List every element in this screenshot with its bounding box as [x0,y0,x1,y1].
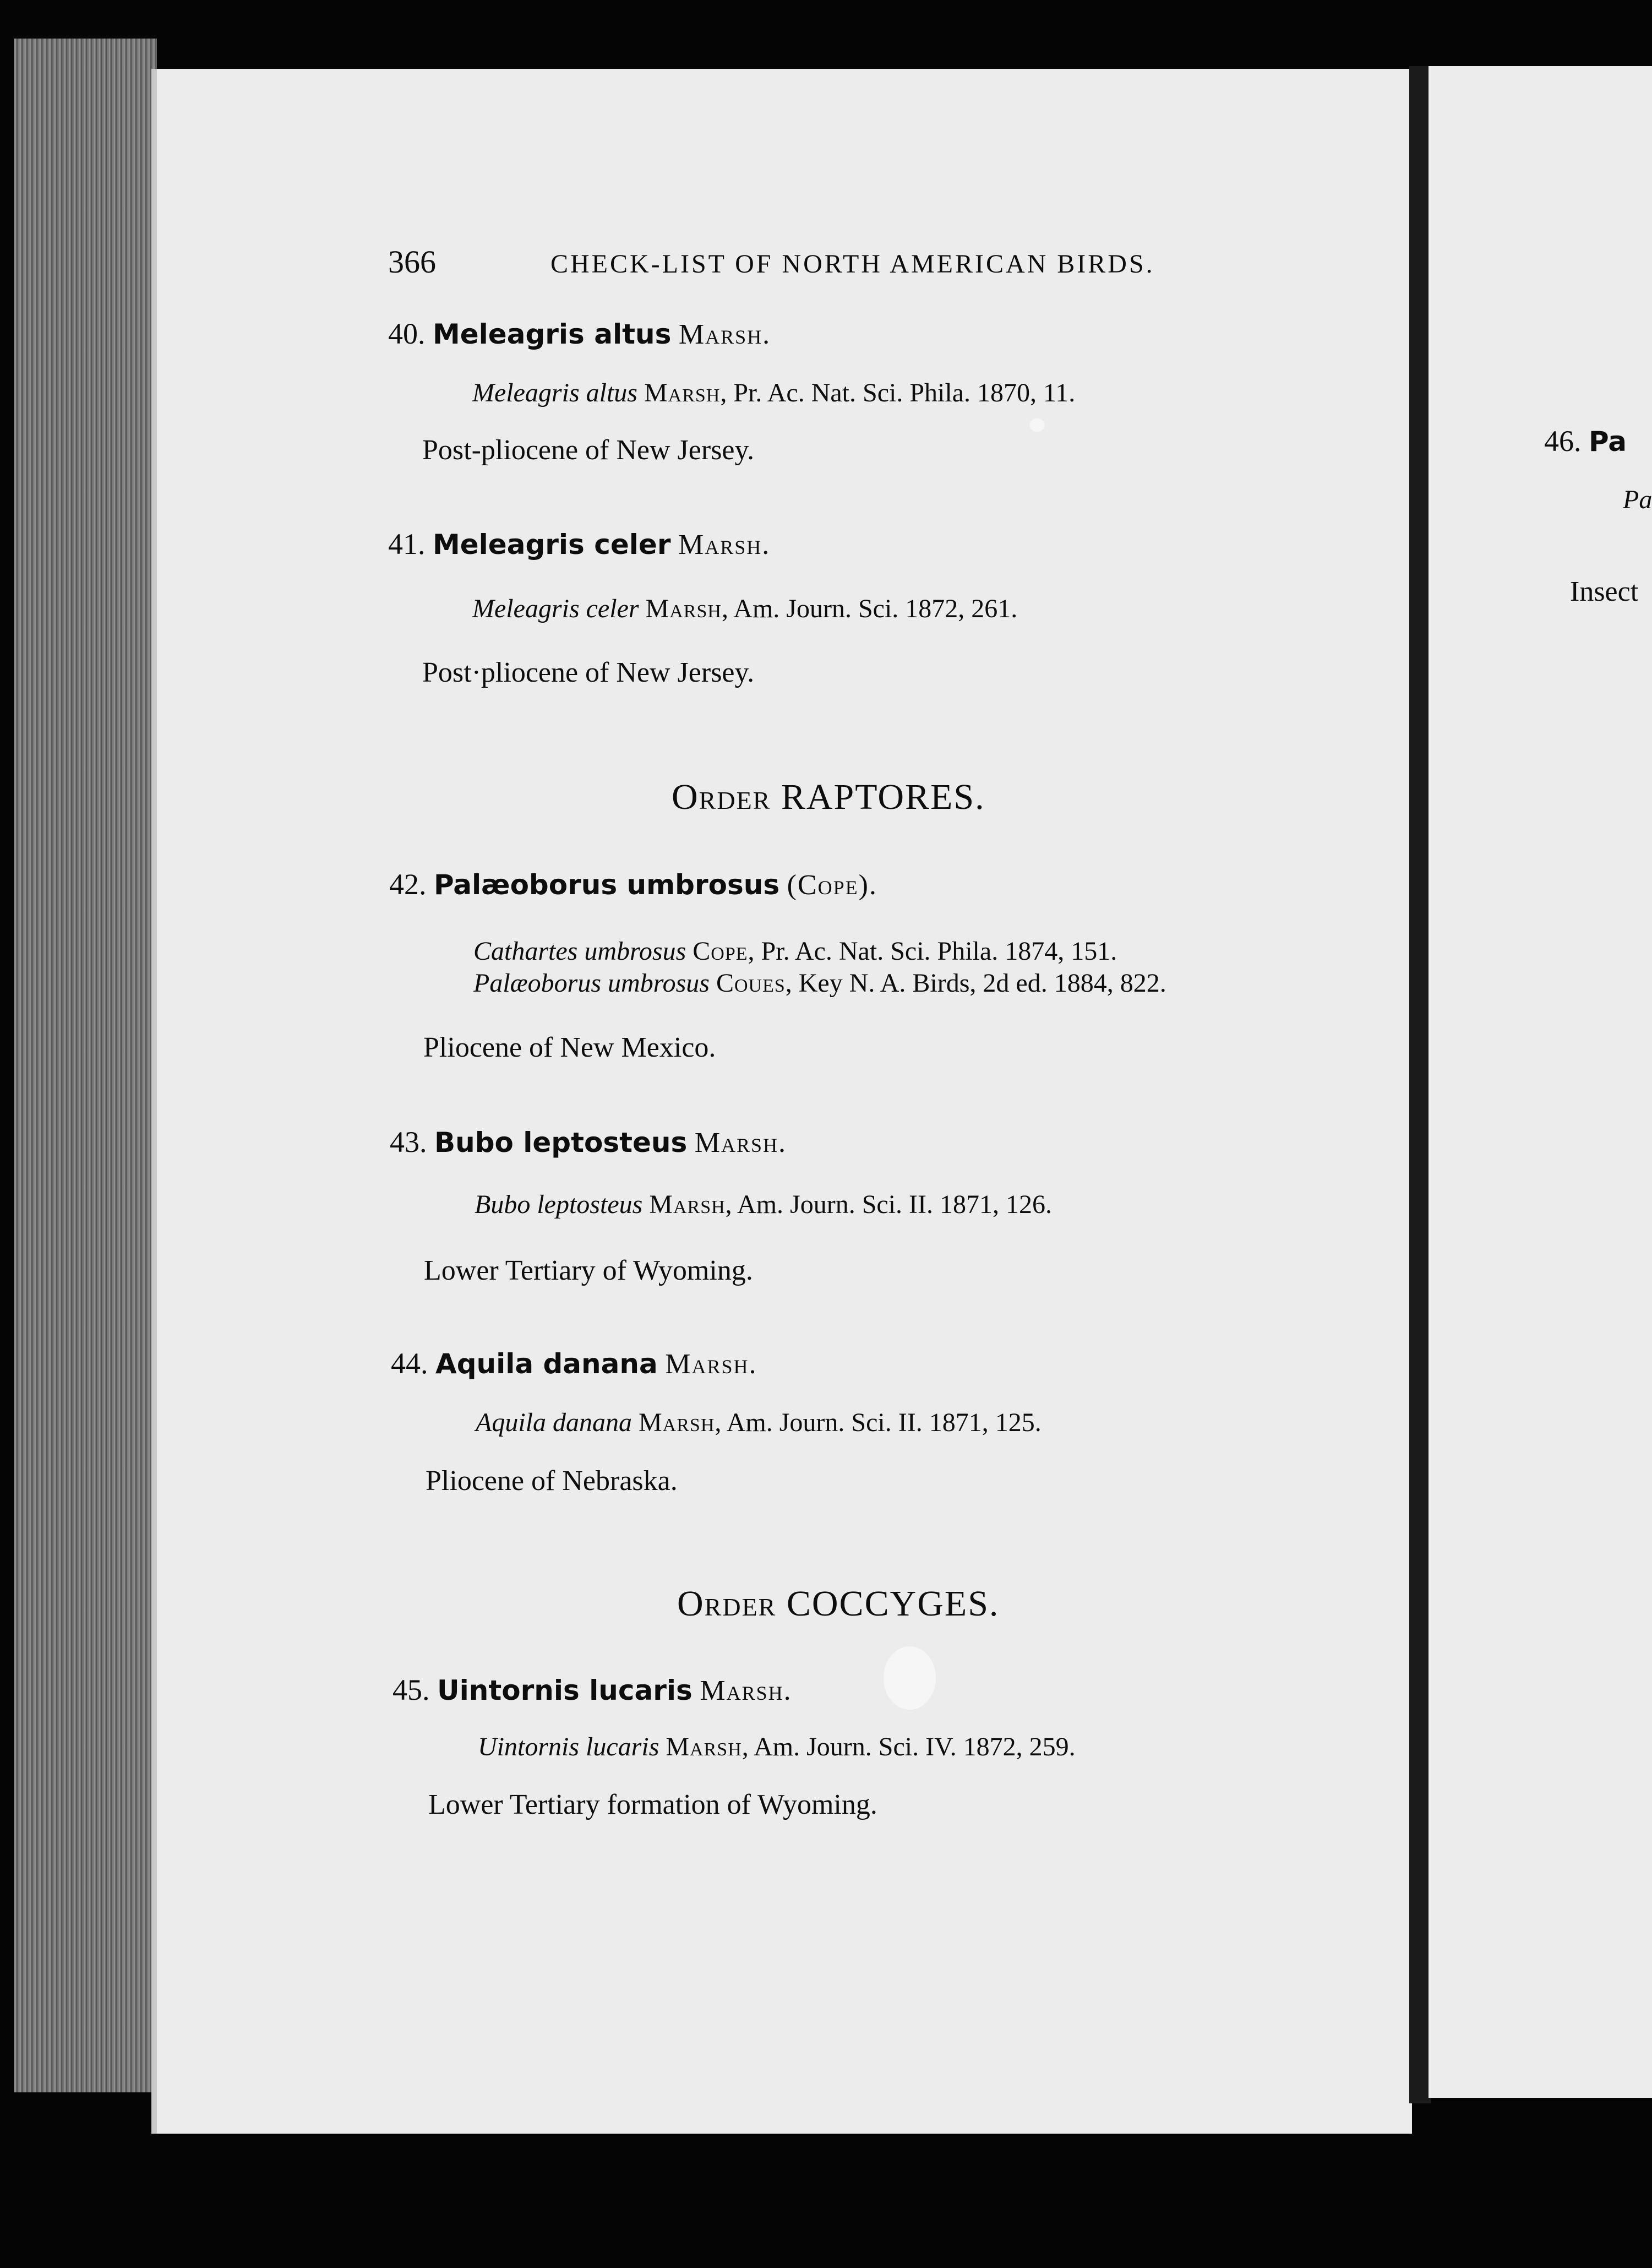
entry-number: 43. [390,1125,427,1159]
entry-heading [388,527,770,561]
entry-heading [390,1125,787,1159]
ref-name: Uintornis lucaris [478,1732,659,1761]
order-name: COCCYGES. [786,1584,1000,1624]
species-name: Palæoborus umbrosus [434,869,780,901]
ref-citation: , Key N. A. Birds, 2d ed. 1884, 822. [785,969,1166,998]
species-name: Meleagris celer [433,529,671,561]
book-gutter [1409,66,1431,2103]
right-page [1429,66,1652,2098]
locality: Post·pliocene of New Jersey. [422,657,755,688]
ref-author: Marsh [666,1732,742,1761]
ref-citation: , Pr. Ac. Nat. Sci. Phila. 1870, 11. [720,378,1076,407]
locality: Pliocene of Nebraska. [426,1465,678,1497]
ref-citation: , Pr. Ac. Nat. Sci. Phila. 1874, 151. [748,937,1117,966]
species-author: Marsh. [678,529,771,561]
ref-name: Palæoborus umbrosus [473,969,710,998]
scan-speck [1029,418,1045,432]
locality: Post-pliocene of New Jersey. [422,434,755,466]
ref-name: Bubo leptosteus [475,1190,643,1219]
ref-author: Marsh [649,1190,726,1219]
ref-author: Coues [716,969,786,998]
synonymy-reference [472,594,1017,624]
book-page-edges [14,39,157,2092]
ref-citation: , Am. Journ. Sci. II. 1871, 125. [715,1408,1042,1437]
ref-author: Cope [693,937,748,966]
locality: Pliocene of New Mexico. [423,1032,716,1063]
ref-author: Marsh [639,1408,715,1437]
entry-number: 44. [391,1347,428,1380]
locality: Lower Tertiary formation of Wyoming. [428,1789,877,1820]
right-entry-number: 46. [1544,425,1582,458]
species-name: Bubo leptosteus [434,1127,688,1159]
synonymy-reference [473,936,1117,966]
ref-name: Aquila danana [476,1408,632,1437]
species-author: Marsh. [694,1127,787,1159]
species-author: Marsh. [678,319,771,350]
right-species-fragment: Pa [1589,426,1627,458]
synonymy-reference [478,1732,1076,1762]
species-author: Marsh. [700,1675,792,1706]
entry-heading [391,1346,757,1380]
right-page-locality-fragment: Insect [1570,576,1639,607]
ref-citation: , Am. Journ. Sci. II. 1871, 126. [725,1190,1052,1219]
ref-name: Meleagris celer [472,594,639,623]
entry-heading [388,317,771,351]
synonymy-reference [475,1189,1052,1220]
order-name: RAPTORES. [781,777,985,817]
scan-speck [884,1646,936,1710]
ref-name: Cathartes umbrosus [473,937,686,966]
species-author: (Cope). [787,869,877,901]
entry-heading [392,1673,792,1707]
synonymy-reference [472,378,1075,408]
ref-author: Marsh [645,594,722,623]
page-number: 366 [388,244,436,280]
order-heading [677,1583,999,1625]
right-ref-fragment: Pa [1623,485,1652,514]
entry-number: 42. [389,868,427,901]
order-heading [672,776,985,818]
running-title: CHECK-LIST OF NORTH AMERICAN BIRDS. [550,249,1155,279]
species-name: Aquila danana [435,1348,658,1380]
entry-number: 45. [392,1673,430,1706]
ref-citation: , Am. Journ. Sci. 1872, 261. [721,594,1018,623]
entry-heading [389,867,877,901]
right-page-entry-heading [1544,424,1627,458]
order-word: Order [677,1584,777,1624]
ref-name: Meleagris altus [472,378,637,407]
order-word: Order [672,777,771,817]
species-name: Uintornis lucaris [437,1674,693,1706]
species-author: Marsh. [665,1348,757,1380]
locality: Lower Tertiary of Wyoming. [424,1255,753,1286]
synonymy-reference [473,968,1166,998]
synonymy-reference [476,1407,1042,1438]
ref-author: Marsh [644,378,721,407]
entry-number: 40. [388,317,426,350]
ref-citation: , Am. Journ. Sci. IV. 1872, 259. [742,1732,1076,1761]
right-page-reference-fragment [1623,485,1652,515]
species-name: Meleagris altus [433,318,672,350]
entry-number: 41. [388,527,426,561]
